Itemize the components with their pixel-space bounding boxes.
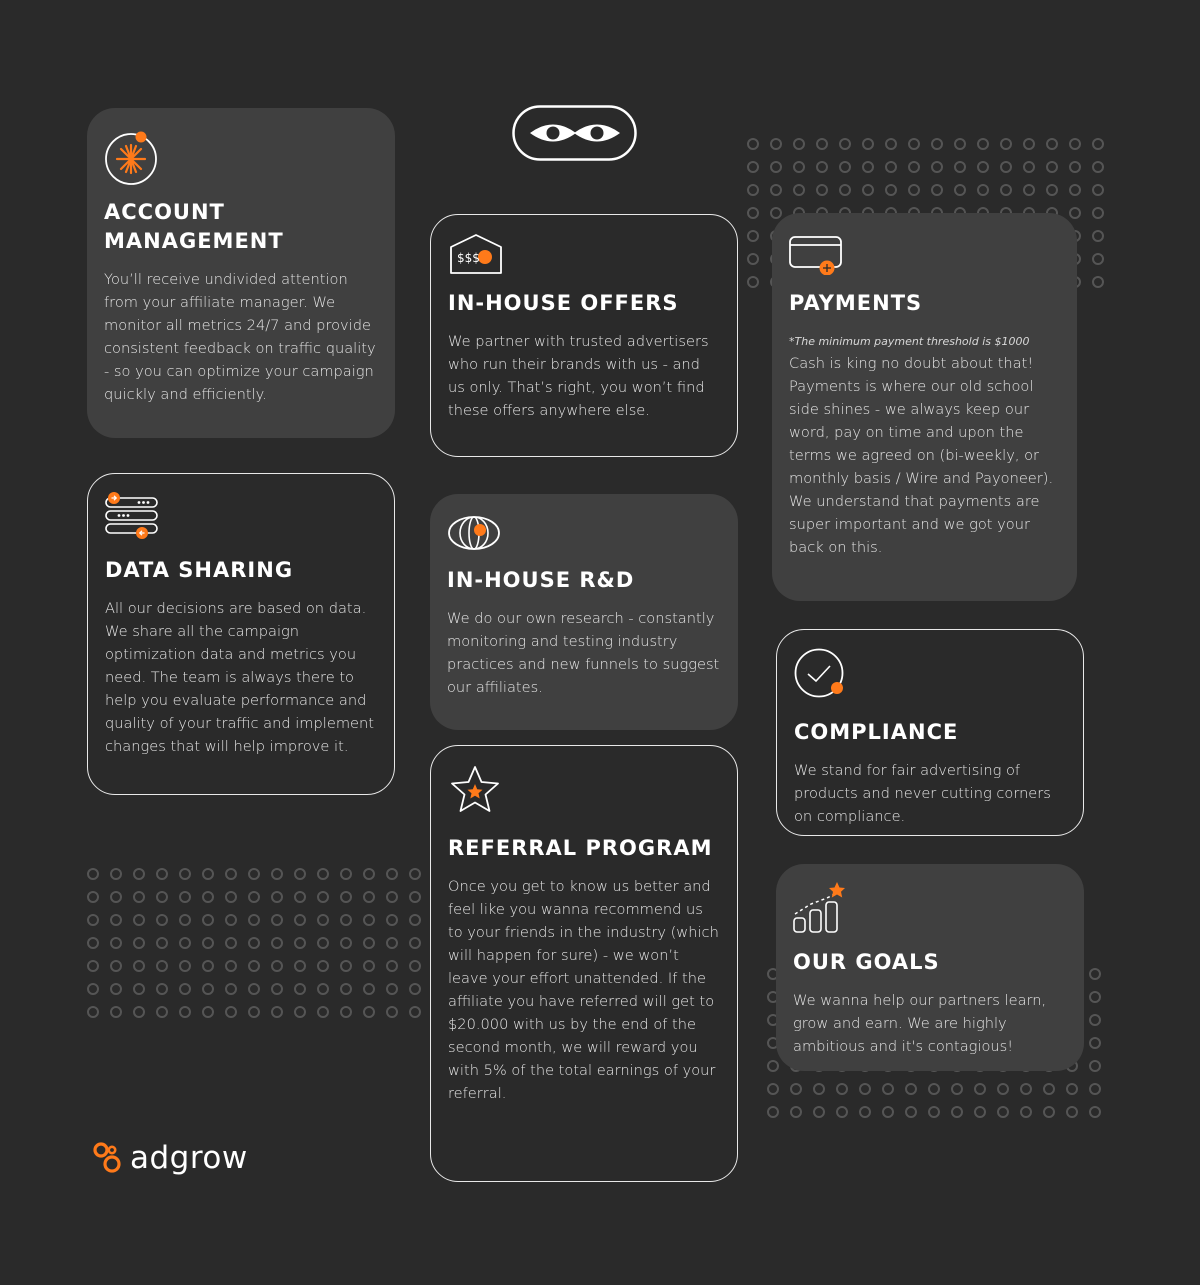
decorative-dot — [1069, 207, 1081, 219]
card-text: We stand for fair advertising of products and never cutting corners on compliance. — [794, 762, 1051, 825]
decorative-dot — [1000, 184, 1012, 196]
decorative-dot — [87, 891, 99, 903]
decorative-dot — [905, 1106, 917, 1118]
card-text: Cash is king no doubt about that! Payments is where our old school side shines - we always keep our word, pay on time and upon the terms we agreed on (bi-weekly, or monthly basis / Wire and Payoneer). We understand that payments are super important and we got your back on this. — [789, 355, 1054, 556]
decorative-dot — [110, 983, 122, 995]
decorative-dot — [386, 868, 398, 880]
decorative-dot — [363, 937, 375, 949]
decorative-dot — [340, 937, 352, 949]
decorative-dot — [179, 891, 191, 903]
decorative-dot — [1069, 138, 1081, 150]
in-house-offers-card — [430, 214, 738, 457]
decorative-dot — [1046, 184, 1058, 196]
decorative-dot — [294, 891, 306, 903]
decorative-dot — [202, 891, 214, 903]
decorative-dot — [767, 1060, 779, 1072]
decorative-dot — [1020, 1106, 1032, 1118]
decorative-dot — [202, 960, 214, 972]
decorative-dot — [1020, 1083, 1032, 1095]
decorative-dot — [133, 937, 145, 949]
decorative-dot — [1092, 207, 1104, 219]
decorative-dot — [747, 184, 759, 196]
decorative-dot — [813, 1106, 825, 1118]
decorative-dot — [839, 138, 851, 150]
decorative-dot — [839, 184, 851, 196]
decorative-dot — [908, 184, 920, 196]
decorative-dot — [793, 161, 805, 173]
decorative-dot — [271, 937, 283, 949]
decorative-dot — [882, 1106, 894, 1118]
decorative-dot — [271, 960, 283, 972]
decorative-dot — [179, 914, 191, 926]
decorative-dot — [747, 230, 759, 242]
decorative-dot — [977, 161, 989, 173]
decorative-dot — [87, 983, 99, 995]
decorative-dot — [156, 914, 168, 926]
decorative-dot — [885, 161, 897, 173]
decorative-dot — [386, 1006, 398, 1018]
decorative-dot — [409, 1006, 421, 1018]
decorative-dot — [225, 960, 237, 972]
decorative-dot — [133, 868, 145, 880]
decorative-dot — [862, 184, 874, 196]
decorative-dot — [882, 1083, 894, 1095]
decorative-dot — [317, 937, 329, 949]
decorative-dot — [156, 937, 168, 949]
card-title: OUR GOALS — [793, 950, 940, 974]
decorative-dot — [179, 937, 191, 949]
decorative-dot — [87, 960, 99, 972]
decorative-dot — [317, 891, 329, 903]
decorative-dot — [974, 1083, 986, 1095]
decorative-dot — [997, 1083, 1009, 1095]
decorative-dot — [317, 960, 329, 972]
decorative-dot — [294, 983, 306, 995]
decorative-dot — [931, 161, 943, 173]
decorative-dot — [1092, 276, 1104, 288]
check-circle-icon — [794, 648, 850, 704]
decorative-dot — [248, 937, 260, 949]
card-title: ACCOUNT MANAGEMENT — [104, 200, 284, 253]
decorative-dot — [110, 868, 122, 880]
decorative-dot — [363, 914, 375, 926]
decorative-dot — [931, 138, 943, 150]
decorative-dot — [1089, 1014, 1101, 1026]
decorative-dot — [1000, 161, 1012, 173]
decorative-dot — [340, 960, 352, 972]
adgrow-logo — [92, 1140, 248, 1176]
decorative-dot — [747, 138, 759, 150]
eyes-icon — [512, 105, 637, 161]
decorative-dot — [386, 937, 398, 949]
decorative-dot — [928, 1083, 940, 1095]
decorative-dot — [1092, 138, 1104, 150]
decorative-dot — [1066, 1083, 1078, 1095]
decorative-dot — [317, 1006, 329, 1018]
decorative-dot — [905, 1083, 917, 1095]
decorative-dot — [836, 1083, 848, 1095]
card-text: Once you get to know us better and feel like you wanna recommend us to your friends in the industry (which will happen for sure) - we won’t leave your effort unattended. If the affiliate you have referred will get to $20.000 with us by the end of the second month, we will reward you with 5% of the total earnings of your referral. — [448, 878, 719, 1102]
decorative-dot — [225, 914, 237, 926]
decorative-dot — [271, 914, 283, 926]
decorative-dot — [770, 138, 782, 150]
decorative-dot — [1089, 968, 1101, 980]
dot-grid-left — [82, 862, 427, 1023]
decorative-dot — [1066, 1106, 1078, 1118]
decorative-dot — [294, 937, 306, 949]
decorative-dot — [225, 937, 237, 949]
decorative-dot — [1043, 1106, 1055, 1118]
decorative-dot — [1023, 184, 1035, 196]
decorative-dot — [977, 138, 989, 150]
decorative-dot — [1092, 184, 1104, 196]
decorative-dot — [110, 1006, 122, 1018]
decorative-dot — [770, 207, 782, 219]
decorative-dot — [885, 138, 897, 150]
decorative-dot — [179, 868, 191, 880]
decorative-dot — [317, 914, 329, 926]
decorative-dot — [363, 960, 375, 972]
decorative-dot — [202, 983, 214, 995]
card-title: COMPLIANCE — [794, 720, 959, 744]
decorative-dot — [294, 914, 306, 926]
decorative-dot — [386, 983, 398, 995]
decorative-dot — [248, 891, 260, 903]
decorative-dot — [908, 161, 920, 173]
decorative-dot — [747, 253, 759, 265]
decorative-dot — [248, 914, 260, 926]
decorative-dot — [767, 1106, 779, 1118]
decorative-dot — [862, 138, 874, 150]
decorative-dot — [340, 891, 352, 903]
decorative-dot — [340, 983, 352, 995]
decorative-dot — [816, 138, 828, 150]
decorative-dot — [859, 1106, 871, 1118]
decorative-dot — [747, 207, 759, 219]
decorative-dot — [954, 138, 966, 150]
decorative-dot — [294, 868, 306, 880]
decorative-dot — [816, 184, 828, 196]
decorative-dot — [1046, 161, 1058, 173]
decorative-dot — [179, 1006, 191, 1018]
decorative-dot — [409, 937, 421, 949]
decorative-dot — [928, 1106, 940, 1118]
decorative-dot — [770, 161, 782, 173]
decorative-dot — [747, 276, 759, 288]
decorative-dot — [202, 937, 214, 949]
decorative-dot — [202, 1006, 214, 1018]
decorative-dot — [133, 914, 145, 926]
decorative-dot — [225, 983, 237, 995]
decorative-dot — [294, 960, 306, 972]
decorative-dot — [225, 891, 237, 903]
decorative-dot — [839, 161, 851, 173]
globe-icon — [447, 512, 507, 552]
decorative-dot — [1000, 138, 1012, 150]
server-icon — [105, 492, 161, 540]
decorative-dot — [954, 184, 966, 196]
decorative-dot — [793, 138, 805, 150]
payment-threshold-note: *The minimum payment threshold is $1000 — [789, 335, 1030, 348]
decorative-dot — [156, 983, 168, 995]
starburst-icon — [104, 126, 164, 186]
adgrow-logo-icon — [92, 1141, 124, 1175]
decorative-dot — [1092, 253, 1104, 265]
decorative-dot — [951, 1106, 963, 1118]
card-title: DATA SHARING — [105, 558, 294, 582]
decorative-dot — [793, 184, 805, 196]
decorative-dot — [1069, 184, 1081, 196]
decorative-dot — [931, 184, 943, 196]
decorative-dot — [156, 960, 168, 972]
decorative-dot — [133, 983, 145, 995]
decorative-dot — [271, 1006, 283, 1018]
decorative-dot — [225, 868, 237, 880]
decorative-dot — [813, 1083, 825, 1095]
decorative-dot — [271, 983, 283, 995]
card-title: PAYMENTS — [789, 291, 923, 315]
decorative-dot — [1046, 138, 1058, 150]
decorative-dot — [133, 960, 145, 972]
card-title: IN-HOUSE R&D — [447, 568, 635, 592]
decorative-dot — [409, 960, 421, 972]
decorative-dot — [156, 1006, 168, 1018]
decorative-dot — [997, 1106, 1009, 1118]
decorative-dot — [1023, 138, 1035, 150]
decorative-dot — [1089, 1083, 1101, 1095]
decorative-dot — [885, 184, 897, 196]
card-title: IN-HOUSE OFFERS — [448, 291, 679, 315]
decorative-dot — [1023, 161, 1035, 173]
decorative-dot — [87, 868, 99, 880]
card-text: We wanna help our partners learn, grow and earn. We are highly ambitious and it's contagious! — [793, 992, 1047, 1055]
decorative-dot — [1089, 1106, 1101, 1118]
decorative-dot — [87, 1006, 99, 1018]
decorative-dot — [225, 1006, 237, 1018]
decorative-dot — [202, 914, 214, 926]
decorative-dot — [1069, 161, 1081, 173]
decorative-dot — [409, 868, 421, 880]
decorative-dot — [386, 914, 398, 926]
referral-program-card — [430, 745, 738, 1182]
decorative-dot — [202, 868, 214, 880]
decorative-dot — [110, 960, 122, 972]
decorative-dot — [87, 914, 99, 926]
decorative-dot — [110, 937, 122, 949]
decorative-dot — [248, 868, 260, 880]
decorative-dot — [1089, 1060, 1101, 1072]
decorative-dot — [363, 983, 375, 995]
logo-text: adgrow — [130, 1140, 248, 1176]
decorative-dot — [271, 891, 283, 903]
card-title: REFERRAL PROGRAM — [448, 836, 713, 860]
credit-card-icon — [789, 231, 849, 275]
card-text: We do our own research - constantly monitoring and testing industry practices and new funnels to suggest our affiliates. — [447, 610, 720, 696]
decorative-dot — [363, 1006, 375, 1018]
house-dollar-icon — [448, 233, 504, 275]
decorative-dot — [156, 891, 168, 903]
data-sharing-card — [87, 473, 395, 795]
decorative-dot — [836, 1106, 848, 1118]
decorative-dot — [271, 868, 283, 880]
decorative-dot — [110, 914, 122, 926]
growth-chart-icon — [793, 882, 853, 934]
decorative-dot — [790, 1106, 802, 1118]
account-management-card — [87, 108, 395, 438]
decorative-dot — [1092, 230, 1104, 242]
decorative-dot — [87, 937, 99, 949]
card-text: You’ll receive undivided attention from your affiliate manager. We monitor all metrics 24/7 and provide consistent feedback on traffic quality - so you can optimize your campaign quickly and efficiently. — [104, 271, 376, 403]
decorative-dot — [363, 891, 375, 903]
star-icon — [448, 764, 506, 818]
decorative-dot — [110, 891, 122, 903]
decorative-dot — [340, 914, 352, 926]
card-text: We partner with trusted advertisers who run their brands with us - and us only. That’s right, you won’t find these offers anywhere else. — [448, 333, 709, 419]
decorative-dot — [974, 1106, 986, 1118]
decorative-dot — [133, 1006, 145, 1018]
decorative-dot — [179, 983, 191, 995]
decorative-dot — [294, 1006, 306, 1018]
decorative-dot — [179, 960, 191, 972]
decorative-dot — [409, 983, 421, 995]
decorative-dot — [790, 1083, 802, 1095]
decorative-dot — [248, 960, 260, 972]
card-text: All our decisions are based on data. We share all the campaign optimization data and metrics you need. The team is always there to help you evaluate performance and quality of your traffic and implement changes that will help improve it. — [105, 600, 374, 755]
in-house-rnd-card — [430, 494, 738, 730]
decorative-dot — [317, 868, 329, 880]
decorative-dot — [770, 184, 782, 196]
decorative-dot — [767, 1083, 779, 1095]
decorative-dot — [409, 914, 421, 926]
decorative-dot — [951, 1083, 963, 1095]
decorative-dot — [908, 138, 920, 150]
decorative-dot — [1043, 1083, 1055, 1095]
decorative-dot — [862, 161, 874, 173]
decorative-dot — [156, 868, 168, 880]
decorative-dot — [977, 184, 989, 196]
decorative-dot — [386, 891, 398, 903]
decorative-dot — [363, 868, 375, 880]
decorative-dot — [747, 161, 759, 173]
decorative-dot — [317, 983, 329, 995]
decorative-dot — [133, 891, 145, 903]
compliance-card — [776, 629, 1084, 836]
decorative-dot — [1089, 991, 1101, 1003]
payments-card — [772, 213, 1077, 601]
decorative-dot — [248, 1006, 260, 1018]
decorative-dot — [1092, 161, 1104, 173]
decorative-dot — [409, 891, 421, 903]
decorative-dot — [859, 1083, 871, 1095]
decorative-dot — [816, 161, 828, 173]
decorative-dot — [340, 1006, 352, 1018]
decorative-dot — [248, 983, 260, 995]
decorative-dot — [954, 161, 966, 173]
decorative-dot — [340, 868, 352, 880]
icon-label: $$$ — [457, 251, 480, 265]
our-goals-card — [776, 864, 1084, 1071]
decorative-dot — [386, 960, 398, 972]
decorative-dot — [1089, 1037, 1101, 1049]
